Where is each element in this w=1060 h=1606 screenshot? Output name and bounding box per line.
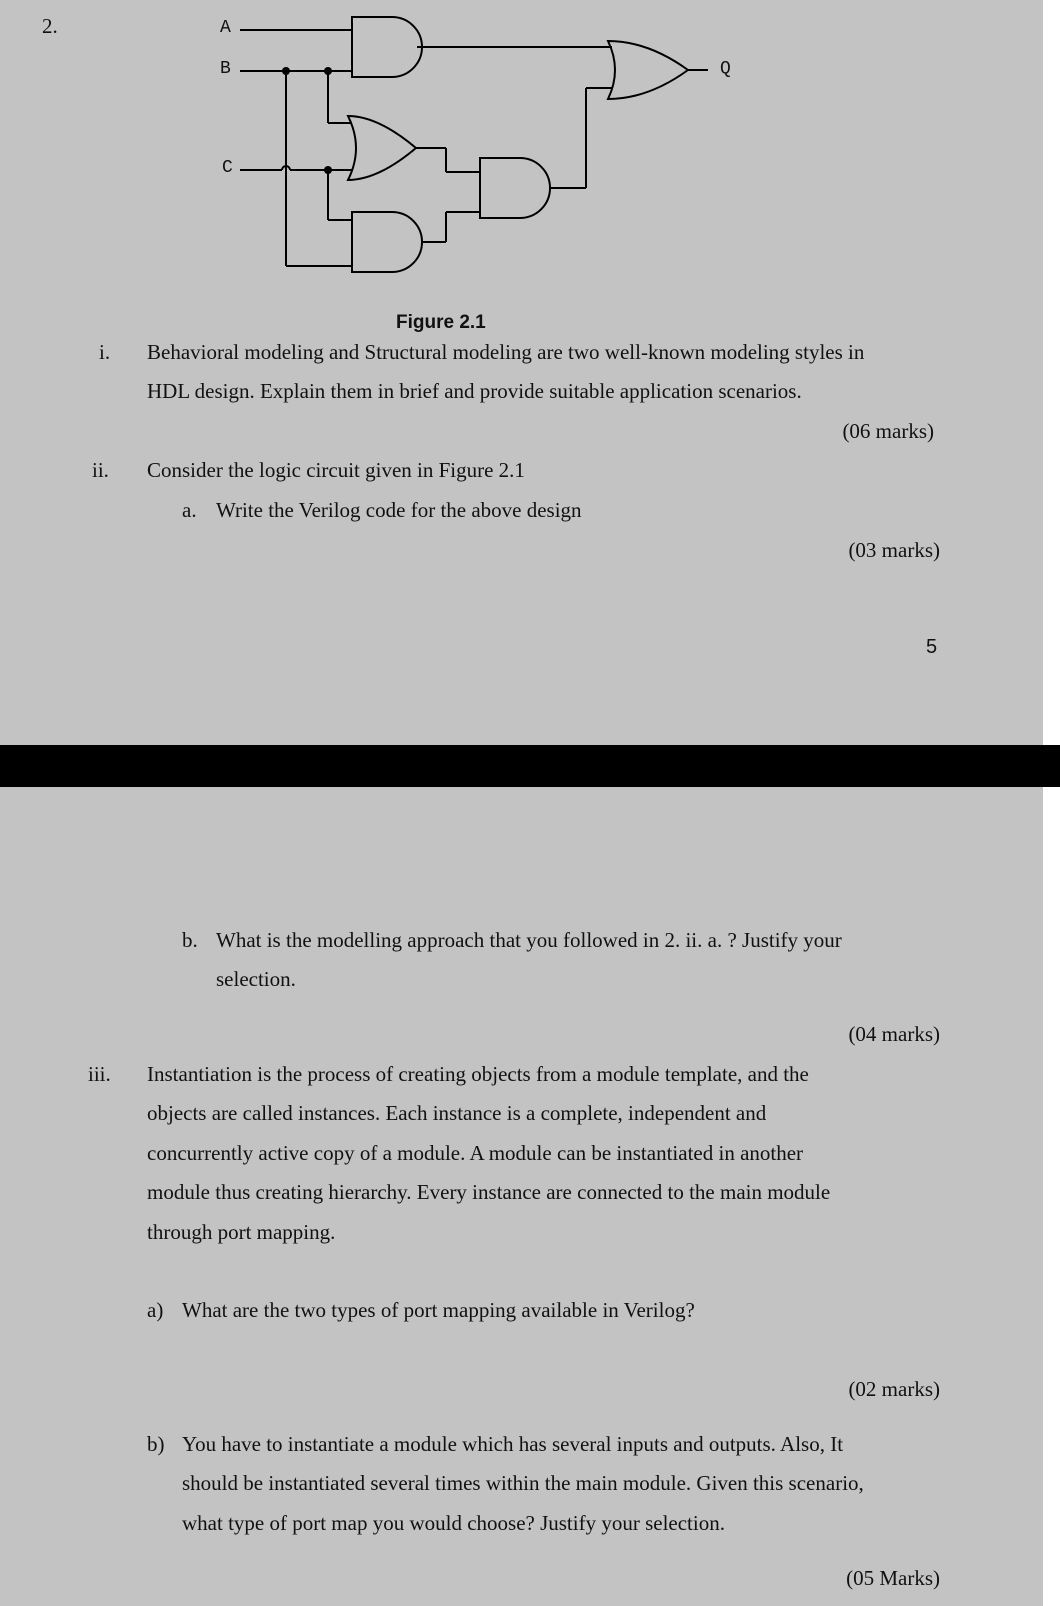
part-ii-a-label: a. [182, 498, 197, 522]
part-ii-b-line-2: selection. [216, 967, 296, 991]
input-label-a: A [220, 18, 231, 38]
and-gate-4 [480, 158, 550, 218]
part-ii-a-text: Write the Verilog code for the above design [216, 498, 582, 522]
part-iii-b-label: b) [147, 1432, 165, 1456]
part-iii-a-label: a) [147, 1298, 164, 1322]
part-ii-numeral: ii. [92, 458, 109, 482]
part-ii-b-line-1: What is the modelling approach that you followed in 2. ii. a. ? Justify your [216, 928, 842, 952]
part-ii-intro: Consider the logic circuit given in Figure 2.1 [147, 458, 525, 482]
part-ii-b-marks: (04 marks) [848, 1022, 940, 1046]
or-gate-2 [348, 116, 416, 180]
circuit-svg [0, 0, 1043, 310]
part-iii-b-line-3: what type of port map you would choose? Justify your selection. [182, 1511, 725, 1535]
part-i-line-2: HDL design. Explain them in brief and provide suitable application scenarios. [147, 379, 802, 403]
part-iii-line-4: module thus creating hierarchy. Every instance are connected to the main module [147, 1180, 831, 1204]
part-i-numeral: i. [99, 340, 111, 364]
part-iii-b-line-1: You have to instantiate a module which has several inputs and outputs. Also, It [182, 1432, 844, 1456]
part-iii-line-3: concurrently active copy of a module. A module can be instantiated in another [147, 1141, 804, 1165]
page-number: 5 [926, 636, 938, 658]
figure-caption: Figure 2.1 [396, 312, 486, 333]
part-iii-line-2: objects are called instances. Each instance is a complete, independent and [147, 1101, 767, 1125]
part-iii-a-text: What are the two types of port mapping available in Verilog? [182, 1298, 695, 1322]
input-label-c: C [222, 158, 233, 178]
part-iii-a-marks: (02 marks) [848, 1377, 940, 1401]
exam-page-top [0, 0, 1043, 745]
part-i-line-1: Behavioral modeling and Structural modeling are two well-known modeling styles in [147, 340, 865, 364]
and-gate-3 [352, 212, 422, 272]
part-ii-b-label: b. [182, 928, 198, 952]
and-gate-1 [352, 17, 422, 77]
circuit-junctions [282, 67, 332, 174]
part-ii-a-marks: (03 marks) [848, 538, 940, 562]
output-label-q: Q [720, 59, 731, 79]
part-iii-b-marks: (05 Marks) [846, 1566, 940, 1590]
part-i-marks: (06 marks) [842, 419, 934, 443]
part-iii-numeral: iii. [88, 1062, 111, 1086]
page-divider [0, 745, 1060, 787]
part-iii-line-5: through port mapping. [147, 1220, 336, 1244]
part-iii-b-line-2: should be instantiated several times within the main module. Given this scenario, [182, 1471, 864, 1495]
part-iii-line-1: Instantiation is the process of creating objects from a module template, and the [147, 1062, 809, 1086]
question-number: 2. [42, 14, 58, 38]
circuit-wires [240, 30, 708, 266]
or-gate-output [608, 41, 688, 99]
input-label-b: B [220, 59, 231, 79]
